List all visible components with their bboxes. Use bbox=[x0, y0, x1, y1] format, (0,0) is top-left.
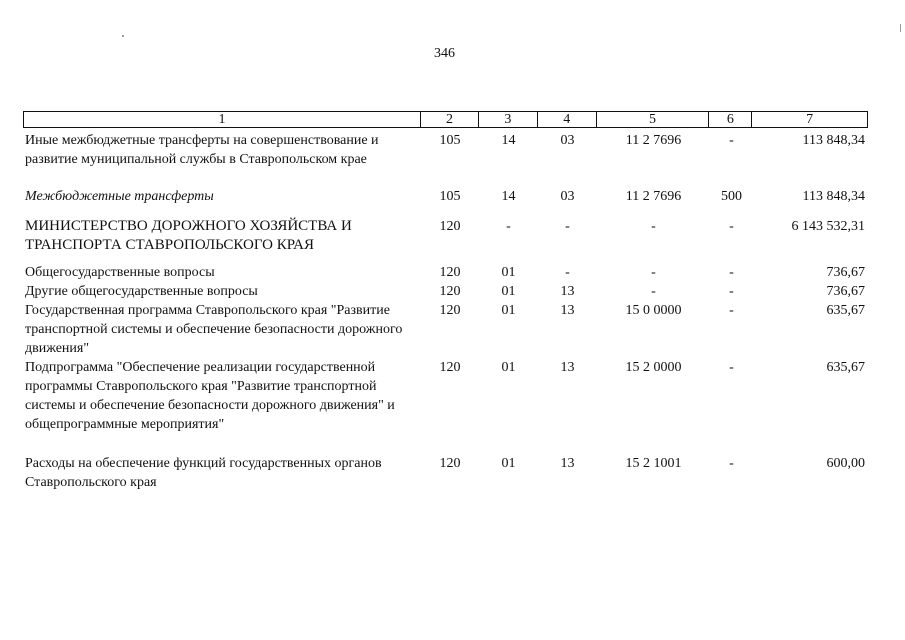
row-col-7: 113 848,34 bbox=[802, 133, 865, 148]
row-col-3: 01 bbox=[501, 456, 516, 471]
row-col-7: 6 143 532,31 bbox=[791, 219, 865, 234]
table-row bbox=[23, 263, 868, 282]
row-col-7: 635,67 bbox=[826, 303, 865, 318]
page-number: 346 bbox=[434, 46, 455, 61]
row-col-3: 14 bbox=[501, 133, 516, 148]
scan-speck bbox=[122, 35, 124, 37]
row-col-6: - bbox=[729, 360, 734, 375]
row-col-5: - bbox=[651, 219, 656, 234]
header-col-5: 5 bbox=[597, 112, 710, 127]
row-name: МИНИСТЕРСТВО ДОРОЖНОГО ХОЗЯЙСТВА И ТРАНСПОРТА СТАВРОПОЛЬСКОГО КРАЯ bbox=[25, 218, 352, 253]
row-col-6: - bbox=[729, 219, 734, 234]
table-row bbox=[23, 454, 868, 492]
row-name: Другие общегосударственные вопросы bbox=[25, 284, 258, 299]
row-name: Государственная программа Ставропольского края "Развитие транспортной системы и обеспечение безопасности дорожного движения" bbox=[25, 303, 403, 356]
row-col-2: 120 bbox=[439, 284, 461, 299]
row-col-6: - bbox=[729, 303, 734, 318]
row-col-2: 105 bbox=[439, 189, 461, 204]
header-col-4: 4 bbox=[538, 112, 597, 127]
row-col-4: 13 bbox=[560, 303, 575, 318]
row-col-3: 01 bbox=[501, 360, 516, 375]
row-col-6: 500 bbox=[721, 189, 742, 204]
row-col-3: 01 bbox=[501, 303, 516, 318]
row-name: Расходы на обеспечение функций государственных органов Ставропольского края bbox=[25, 456, 382, 490]
row-col-5: 15 2 0000 bbox=[625, 360, 682, 375]
table-row bbox=[23, 217, 868, 255]
row-col-6: - bbox=[729, 133, 734, 148]
row-col-4: 03 bbox=[560, 133, 575, 148]
row-col-7: 600,00 bbox=[826, 456, 865, 471]
row-col-3: 01 bbox=[501, 284, 516, 299]
row-col-6: - bbox=[729, 284, 734, 299]
row-col-4: 13 bbox=[560, 456, 575, 471]
row-col-7: 736,67 bbox=[826, 284, 865, 299]
table-header bbox=[23, 111, 868, 128]
table-row bbox=[23, 282, 868, 301]
row-col-6: - bbox=[729, 456, 734, 471]
scan-speck bbox=[900, 24, 901, 32]
row-col-4: - bbox=[565, 219, 570, 234]
table-row bbox=[23, 187, 868, 206]
table-row bbox=[23, 131, 868, 169]
row-col-2: 105 bbox=[439, 133, 461, 148]
row-col-2: 120 bbox=[439, 303, 461, 318]
header-col-3: 3 bbox=[479, 112, 538, 127]
row-col-4: 13 bbox=[560, 360, 575, 375]
row-name: Иные межбюджетные трансферты на совершенствование и развитие муниципальной службы в Ставропольском крае bbox=[25, 133, 379, 167]
row-col-4: 13 bbox=[560, 284, 575, 299]
row-col-3: - bbox=[506, 219, 511, 234]
header-col-2: 2 bbox=[421, 112, 479, 127]
header-col-6: 6 bbox=[709, 112, 752, 127]
table-row bbox=[23, 301, 868, 358]
row-col-2: 120 bbox=[439, 265, 461, 280]
header-col-7: 7 bbox=[806, 112, 814, 127]
row-col-5: - bbox=[651, 284, 656, 299]
row-col-4: 03 bbox=[560, 189, 575, 204]
row-col-3: 01 bbox=[501, 265, 516, 280]
table-row bbox=[23, 358, 868, 434]
row-col-2: 120 bbox=[439, 456, 461, 471]
row-col-5: 15 2 1001 bbox=[625, 456, 682, 471]
row-col-2: 120 bbox=[439, 360, 461, 375]
row-col-5: - bbox=[651, 265, 656, 280]
row-col-6: - bbox=[729, 265, 734, 280]
row-name: Межбюджетные трансферты bbox=[25, 189, 214, 204]
row-col-5: 11 2 7696 bbox=[625, 133, 682, 148]
header-col-1: 1 bbox=[24, 112, 421, 127]
row-col-7: 736,67 bbox=[826, 265, 865, 280]
row-col-5: 11 2 7696 bbox=[625, 189, 682, 204]
row-col-4: - bbox=[565, 265, 570, 280]
row-name: Общегосударственные вопросы bbox=[25, 265, 215, 280]
row-col-3: 14 bbox=[501, 189, 516, 204]
row-col-7: 113 848,34 bbox=[802, 189, 865, 204]
row-name: Подпрограмма "Обеспечение реализации государственной программы Ставропольского края "Развитие транспортной системы и обеспечение безопасности дорожного движения" и общепрограммные мероприятия" bbox=[25, 360, 395, 432]
row-col-7: 635,67 bbox=[826, 360, 865, 375]
row-col-2: 120 bbox=[439, 219, 461, 234]
row-col-5: 15 0 0000 bbox=[625, 303, 682, 318]
